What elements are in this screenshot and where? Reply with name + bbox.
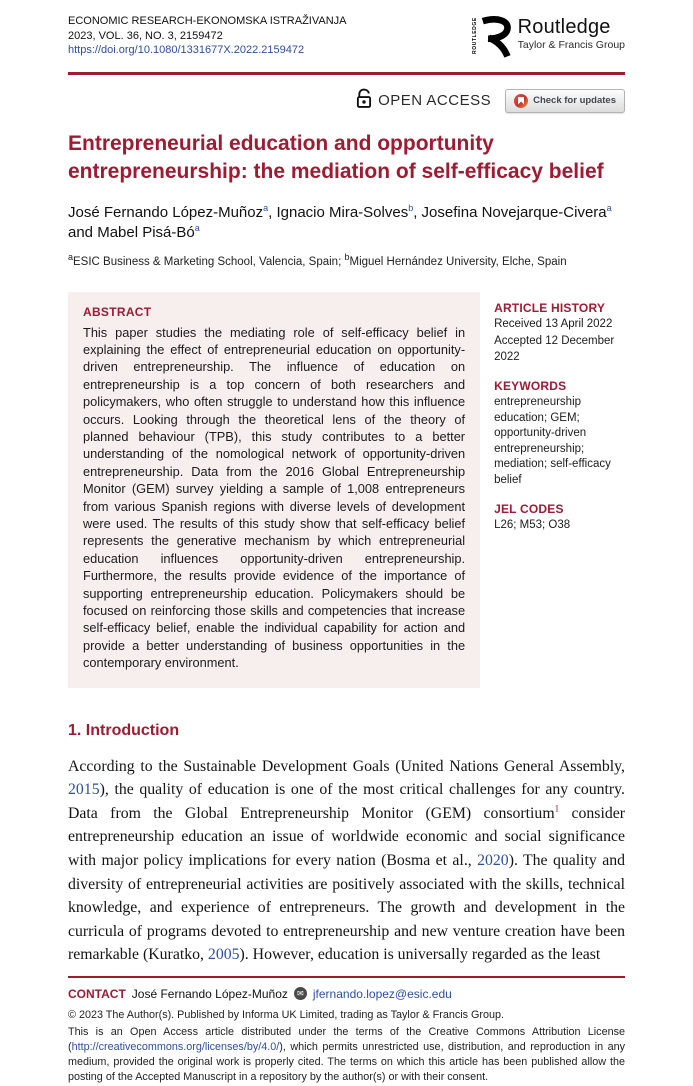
article-history-label: ARTICLE HISTORY (494, 300, 606, 315)
text-segment: , Josefina Novejarque-Civera (413, 203, 607, 221)
affiliations (68, 251, 625, 268)
citation-link-2005[interactable]: 2005 (207, 946, 240, 964)
contact-label: CONTACT (68, 986, 126, 1001)
abstract-label: ABSTRACT (83, 304, 152, 319)
publisher-group: Taylor & Francis Group (517, 39, 625, 51)
author-list (68, 203, 625, 243)
keywords-block (494, 379, 625, 488)
check-for-updates-label: Check for updates (533, 95, 616, 106)
introduction-heading: 1. Introduction (68, 721, 180, 739)
sup-link-segment: a (263, 202, 269, 213)
check-for-updates-button[interactable] (505, 89, 625, 113)
contact-email-link[interactable]: jfernando.lopez@esic.edu (312, 986, 452, 1001)
contact-line (68, 987, 625, 1001)
open-access-label: OPEN ACCESS (378, 92, 492, 109)
journal-title: ECONOMIC RESEARCH-EKONOMSKA ISTRAŽIVANJA (68, 15, 347, 27)
header-rule (68, 72, 625, 75)
journal-issue-line: 2023, VOL. 36, NO. 3, 2159472 (68, 29, 223, 42)
open-lock-icon (356, 88, 372, 114)
text-segment: and Mabel Pisá-Bó (68, 223, 195, 241)
bookmark-glyph (518, 97, 524, 105)
article-title: Entrepreneurial education and opportunity entrepreneurship: the mediation of self-efficacy belief (68, 131, 604, 183)
jel-codes-label: JEL CODES (494, 502, 564, 516)
routledge-logo (472, 16, 625, 63)
text-segment: ). The quality and diversity of entrepreneurial activities are positively associated with the skills, technical knowledge, and experience of entrepreneurs. The growth and development in the curricula of programs devoted to entrepreneurship and new venture creation have been remarkable (Kuratko, (68, 852, 625, 964)
doi-link[interactable]: https://doi.org/10.1080/1331677X.2022.2159472 (68, 44, 305, 56)
footer-rule (68, 976, 625, 978)
publisher-name: Routledge (517, 16, 611, 38)
abstract-text: This paper studies the mediating role of self-efficacy belief in explaining the effect of entrepreneurial education on opportunity-driven entrepreneurship. The influence of education on entrepreneurship is a top concern of both researchers and policymakers, who often struggle to understand how this influence occurs. Looking through the theoretical lens of the theory of planned behaviour (TPB), this study contributes to a better understanding of the nomological network of opportunity-driven entrepreneurship. Data from the 2016 Global Entrepreneurship Monitor (GEM) survey yielding a sample of 1,008 entrepreneurs from various Spanish regions with diverse levels of development were used. The results of this study show that self-efficacy belief represents the generative mechanism by which entrepreneurial education influences opportunity-driven entrepreneurship. Furthermore, the results provide evidence of the importance of supporting entrepreneurship education. Policymakers should be focused on reinforcing those skills and competencies that increase self-efficacy belief, enable the individual capability for action and provide a better understanding of business opportunities in the contemporary environment. (83, 324, 466, 671)
text-segment: ), which permits unrestricted use, distribution, and reproduction in any medium, provided the original work is properly cited. The terms on which this article has been published allow the posting of the Accepted Manuscript in a repository by the author(s) or with their consent. (68, 1040, 625, 1084)
sup-segment: a (68, 251, 74, 262)
jel-codes-block (494, 502, 625, 534)
jel-codes-text: L26; M53; O38 (494, 519, 571, 531)
text-segment: According to the Sustainable Development Goals (United Nations General Assembly, (68, 757, 625, 775)
text-segment: , Ignacio Mira-Solves (268, 203, 409, 221)
journal-header (68, 14, 625, 63)
text-segment: consider entrepreneurship education an issue of worldwide economic and social significance with major policy implications for every nation (Bosma et al., (68, 804, 626, 869)
citation-link-2015[interactable]: 2015 (68, 781, 100, 799)
license-text (68, 1025, 625, 1086)
keywords-text: entrepreneurship education; GEM; opportunity-driven entrepreneurship; mediation; self-efficacy belief (494, 396, 611, 486)
sup-segment: b (344, 251, 350, 262)
keywords-label: KEYWORDS (494, 379, 567, 393)
copyright-line: © 2023 The Author(s). Published by Informa UK Limited, trading as Taylor & Francis Group. (68, 1008, 505, 1021)
article-meta-column (494, 292, 625, 688)
text-segment: This is an Open Access article distributed under the terms of the Creative Commons Attribution License ( (68, 1025, 625, 1053)
journal-info (68, 14, 347, 58)
introduction-paragraph (68, 755, 625, 967)
text-segment: ESIC Business & Marketing School, Valencia, Spain; (73, 255, 345, 268)
sup-link-segment: a (194, 222, 200, 233)
publisher-wordmark (518, 16, 625, 51)
license-link[interactable]: http://creativecommons.org/licenses/by/4.0/ (71, 1040, 280, 1053)
text-segment: ), the quality of education is one of the most critical challenges for any country. Data from the Global Entrepreneurship Monitor (GEM) consortium (68, 781, 625, 822)
abstract-panel (68, 292, 480, 688)
doi-line (68, 43, 347, 58)
text-segment: Miguel Hernández University, Elche, Spain (349, 255, 567, 268)
open-access-badge (356, 88, 491, 114)
abstract-meta-columns (68, 292, 625, 688)
accepted-date: Accepted 12 December 2022 (494, 335, 615, 363)
text-segment: ). However, education is universally regarded as the least (239, 946, 601, 964)
text-segment: José Fernando López-Muñoz (68, 203, 264, 221)
crossmark-icon (514, 94, 528, 108)
contact-name: José Fernando López-Muñoz (131, 986, 288, 1001)
sup-link-segment: b (408, 202, 414, 213)
envelope-icon: ✉ (294, 987, 307, 1000)
footnote-marker-1: 1 (554, 803, 560, 814)
article-history-block (494, 301, 625, 366)
citation-link-2020[interactable]: 2020 (477, 852, 509, 869)
access-row (68, 88, 625, 114)
sup-link-segment: a (606, 202, 612, 213)
routledge-r-glyph-icon (481, 16, 511, 63)
received-date: Received 13 April 2022 (494, 317, 613, 330)
routledge-vertical-text: ROUTLEDGE (471, 17, 478, 54)
